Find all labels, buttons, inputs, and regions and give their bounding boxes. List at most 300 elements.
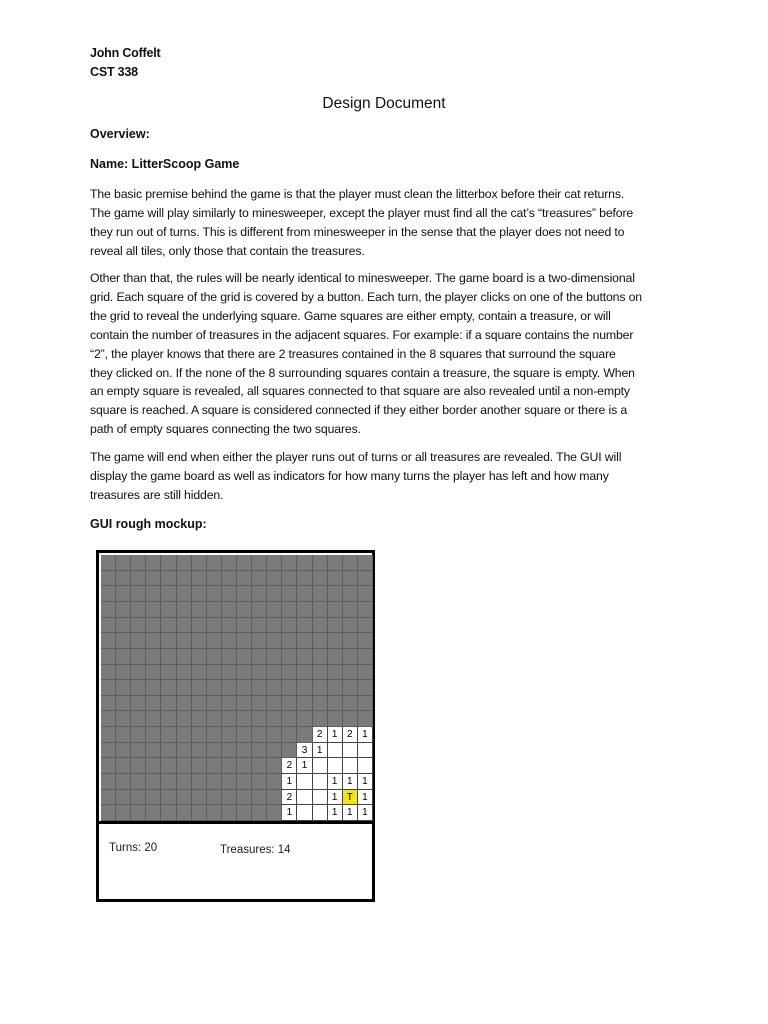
covered-cell-button[interactable]: [192, 602, 207, 618]
covered-cell-button[interactable]: [328, 618, 343, 634]
covered-cell-button[interactable]: [237, 649, 252, 665]
covered-cell-button[interactable]: [328, 696, 343, 712]
covered-cell-button[interactable]: [177, 586, 192, 602]
covered-cell-button[interactable]: [116, 805, 131, 821]
covered-cell-button[interactable]: [101, 665, 116, 681]
covered-cell-button[interactable]: [358, 571, 373, 587]
covered-cell-button[interactable]: [116, 555, 131, 571]
covered-cell-button[interactable]: [146, 618, 161, 634]
covered-cell-button[interactable]: [267, 649, 282, 665]
covered-cell-button[interactable]: [343, 555, 358, 571]
covered-cell-button[interactable]: [222, 602, 237, 618]
covered-cell-button[interactable]: [252, 774, 267, 790]
covered-cell-button[interactable]: [101, 743, 116, 759]
covered-cell-button[interactable]: [358, 633, 373, 649]
covered-cell-button[interactable]: [358, 602, 373, 618]
covered-cell-button[interactable]: [177, 618, 192, 634]
covered-cell-button[interactable]: [222, 758, 237, 774]
covered-cell-button[interactable]: [116, 696, 131, 712]
covered-cell-button[interactable]: [343, 649, 358, 665]
covered-cell-button[interactable]: [131, 571, 146, 587]
covered-cell-button[interactable]: [328, 680, 343, 696]
covered-cell-button[interactable]: [207, 618, 222, 634]
covered-cell-button[interactable]: [161, 571, 176, 587]
covered-cell-button[interactable]: [282, 727, 297, 743]
covered-cell-button[interactable]: [267, 633, 282, 649]
covered-cell-button[interactable]: [207, 758, 222, 774]
covered-cell-button[interactable]: [252, 602, 267, 618]
covered-cell-button[interactable]: [207, 696, 222, 712]
covered-cell-button[interactable]: [101, 790, 116, 806]
revealed-cell: [313, 758, 328, 774]
covered-cell-button[interactable]: [343, 633, 358, 649]
covered-cell-button[interactable]: [161, 711, 176, 727]
covered-cell-button[interactable]: [177, 790, 192, 806]
covered-cell-button[interactable]: [207, 665, 222, 681]
covered-cell-button[interactable]: [101, 680, 116, 696]
covered-cell-button[interactable]: [358, 680, 373, 696]
covered-cell-button[interactable]: [313, 602, 328, 618]
covered-cell-button[interactable]: [131, 727, 146, 743]
covered-cell-button[interactable]: [146, 711, 161, 727]
covered-cell-button[interactable]: [116, 649, 131, 665]
covered-cell-button[interactable]: [237, 665, 252, 681]
covered-cell-button[interactable]: [116, 758, 131, 774]
covered-cell-button[interactable]: [116, 586, 131, 602]
covered-cell-button[interactable]: [161, 790, 176, 806]
covered-cell-button[interactable]: [237, 696, 252, 712]
covered-cell-button[interactable]: [146, 602, 161, 618]
covered-cell-button[interactable]: [146, 774, 161, 790]
covered-cell-button[interactable]: [161, 727, 176, 743]
treasure-cell: T: [343, 790, 358, 806]
covered-cell-button[interactable]: [177, 555, 192, 571]
covered-cell-button[interactable]: [192, 618, 207, 634]
covered-cell-button[interactable]: [131, 711, 146, 727]
covered-cell-button[interactable]: [328, 602, 343, 618]
covered-cell-button[interactable]: [192, 649, 207, 665]
covered-cell-button[interactable]: [282, 586, 297, 602]
covered-cell-button[interactable]: [358, 665, 373, 681]
covered-cell-button[interactable]: [116, 633, 131, 649]
covered-cell-button[interactable]: [252, 586, 267, 602]
covered-cell-button[interactable]: [161, 633, 176, 649]
covered-cell-button[interactable]: [177, 633, 192, 649]
covered-cell-button[interactable]: [358, 555, 373, 571]
covered-cell-button[interactable]: [161, 602, 176, 618]
covered-cell-button[interactable]: [146, 758, 161, 774]
covered-cell-button[interactable]: [192, 727, 207, 743]
covered-cell-button[interactable]: [131, 680, 146, 696]
covered-cell-button[interactable]: [358, 711, 373, 727]
covered-cell-button[interactable]: [282, 602, 297, 618]
covered-cell-button[interactable]: [131, 774, 146, 790]
covered-cell-button[interactable]: [222, 555, 237, 571]
covered-cell-button[interactable]: [297, 571, 312, 587]
covered-cell-button[interactable]: [146, 743, 161, 759]
covered-cell-button[interactable]: [207, 633, 222, 649]
covered-cell-button[interactable]: [222, 571, 237, 587]
revealed-cell: 1: [313, 743, 328, 759]
covered-cell-button[interactable]: [116, 774, 131, 790]
covered-cell-button[interactable]: [101, 727, 116, 743]
covered-cell-button[interactable]: [297, 633, 312, 649]
covered-cell-button[interactable]: [192, 680, 207, 696]
covered-cell-button[interactable]: [267, 586, 282, 602]
covered-cell-button[interactable]: [222, 727, 237, 743]
covered-cell-button[interactable]: [237, 758, 252, 774]
covered-cell-button[interactable]: [192, 665, 207, 681]
covered-cell-button[interactable]: [282, 633, 297, 649]
covered-cell-button[interactable]: [343, 586, 358, 602]
covered-cell-button[interactable]: [313, 555, 328, 571]
covered-cell-button[interactable]: [297, 727, 312, 743]
covered-cell-button[interactable]: [146, 680, 161, 696]
covered-cell-button[interactable]: [146, 555, 161, 571]
covered-cell-button[interactable]: [177, 727, 192, 743]
game-grid: [101, 555, 373, 821]
covered-cell-button[interactable]: [343, 571, 358, 587]
covered-cell-button[interactable]: [267, 696, 282, 712]
covered-cell-button[interactable]: [161, 758, 176, 774]
covered-cell-button[interactable]: [177, 743, 192, 759]
covered-cell-button[interactable]: [343, 711, 358, 727]
revealed-cell: 1: [282, 805, 297, 821]
covered-cell-button[interactable]: [328, 711, 343, 727]
covered-cell-button[interactable]: [222, 743, 237, 759]
covered-cell-button[interactable]: [131, 790, 146, 806]
revealed-cell: [297, 790, 312, 806]
covered-cell-button[interactable]: [161, 805, 176, 821]
covered-cell-button[interactable]: [161, 774, 176, 790]
covered-cell-button[interactable]: [192, 805, 207, 821]
covered-cell-button[interactable]: [222, 649, 237, 665]
revealed-cell: 2: [343, 727, 358, 743]
covered-cell-button[interactable]: [267, 571, 282, 587]
covered-cell-button[interactable]: [282, 711, 297, 727]
revealed-cell: 1: [358, 805, 373, 821]
covered-cell-button[interactable]: [161, 618, 176, 634]
covered-cell-button[interactable]: [313, 711, 328, 727]
covered-cell-button[interactable]: [252, 727, 267, 743]
covered-cell-button[interactable]: [237, 633, 252, 649]
covered-cell-button[interactable]: [313, 618, 328, 634]
covered-cell-button[interactable]: [101, 805, 116, 821]
covered-cell-button[interactable]: [192, 571, 207, 587]
covered-cell-button[interactable]: [252, 571, 267, 587]
covered-cell-button[interactable]: [116, 618, 131, 634]
covered-cell-button[interactable]: [313, 680, 328, 696]
covered-cell-button[interactable]: [282, 680, 297, 696]
covered-cell-button[interactable]: [222, 711, 237, 727]
covered-cell-button[interactable]: [192, 633, 207, 649]
revealed-cell: 1: [358, 727, 373, 743]
covered-cell-button[interactable]: [177, 665, 192, 681]
covered-cell-button[interactable]: [207, 727, 222, 743]
covered-cell-button[interactable]: [237, 571, 252, 587]
covered-cell-button[interactable]: [267, 711, 282, 727]
covered-cell-button[interactable]: [222, 696, 237, 712]
covered-cell-button[interactable]: [101, 618, 116, 634]
covered-cell-button[interactable]: [222, 805, 237, 821]
covered-cell-button[interactable]: [237, 555, 252, 571]
treasures-indicator: Treasures: 14: [220, 844, 291, 856]
covered-cell-button[interactable]: [177, 680, 192, 696]
covered-cell-button[interactable]: [161, 586, 176, 602]
covered-cell-button[interactable]: [101, 774, 116, 790]
covered-cell-button[interactable]: [267, 602, 282, 618]
covered-cell-button[interactable]: [222, 790, 237, 806]
covered-cell-button[interactable]: [207, 571, 222, 587]
covered-cell-button[interactable]: [207, 774, 222, 790]
covered-cell-button[interactable]: [297, 649, 312, 665]
covered-cell-button[interactable]: [313, 571, 328, 587]
covered-cell-button[interactable]: [101, 711, 116, 727]
paragraph-premise: The basic premise behind the game is that the player must clean the litterbox before their cat returns. The game will play similarly to minesweeper, except the player must find all the cat’s “treasures” before they run out of turns. This is different from minesweeper in the sense that the player does not need to reveal all tiles, only those that contain the treasures.: [90, 187, 634, 258]
covered-cell-button[interactable]: [252, 743, 267, 759]
covered-cell-button[interactable]: [252, 696, 267, 712]
covered-cell-button[interactable]: [267, 758, 282, 774]
covered-cell-button[interactable]: [177, 758, 192, 774]
revealed-cell: [343, 758, 358, 774]
covered-cell-button[interactable]: [328, 586, 343, 602]
covered-cell-button[interactable]: [207, 586, 222, 602]
covered-cell-button[interactable]: [313, 696, 328, 712]
covered-cell-button[interactable]: [116, 790, 131, 806]
revealed-cell: 2: [313, 727, 328, 743]
covered-cell-button[interactable]: [177, 696, 192, 712]
covered-cell-button[interactable]: [146, 649, 161, 665]
covered-cell-button[interactable]: [116, 711, 131, 727]
covered-cell-button[interactable]: [282, 743, 297, 759]
covered-cell-button[interactable]: [297, 586, 312, 602]
covered-cell-button[interactable]: [192, 774, 207, 790]
covered-cell-button[interactable]: [267, 555, 282, 571]
covered-cell-button[interactable]: [131, 665, 146, 681]
covered-cell-button[interactable]: [207, 743, 222, 759]
covered-cell-button[interactable]: [161, 555, 176, 571]
covered-cell-button[interactable]: [146, 571, 161, 587]
covered-cell-button[interactable]: [252, 633, 267, 649]
covered-cell-button[interactable]: [297, 665, 312, 681]
covered-cell-button[interactable]: [101, 633, 116, 649]
covered-cell-button[interactable]: [267, 727, 282, 743]
covered-cell-button[interactable]: [267, 774, 282, 790]
covered-cell-button[interactable]: [177, 774, 192, 790]
covered-cell-button[interactable]: [267, 790, 282, 806]
covered-cell-button[interactable]: [252, 665, 267, 681]
covered-cell-button[interactable]: [343, 665, 358, 681]
covered-cell-button[interactable]: [343, 696, 358, 712]
covered-cell-button[interactable]: [207, 805, 222, 821]
revealed-cell: 1: [343, 805, 358, 821]
covered-cell-button[interactable]: [116, 680, 131, 696]
covered-cell-button[interactable]: [313, 665, 328, 681]
covered-cell-button[interactable]: [222, 586, 237, 602]
covered-cell-button[interactable]: [237, 680, 252, 696]
revealed-cell: 1: [358, 774, 373, 790]
covered-cell-button[interactable]: [252, 555, 267, 571]
covered-cell-button[interactable]: [146, 696, 161, 712]
covered-cell-button[interactable]: [252, 711, 267, 727]
covered-cell-button[interactable]: [313, 633, 328, 649]
covered-cell-button[interactable]: [131, 649, 146, 665]
covered-cell-button[interactable]: [131, 758, 146, 774]
covered-cell-button[interactable]: [252, 805, 267, 821]
covered-cell-button[interactable]: [207, 711, 222, 727]
covered-cell-button[interactable]: [131, 555, 146, 571]
covered-cell-button[interactable]: [116, 571, 131, 587]
covered-cell-button[interactable]: [328, 665, 343, 681]
covered-cell-button[interactable]: [192, 758, 207, 774]
covered-cell-button[interactable]: [131, 743, 146, 759]
covered-cell-button[interactable]: [252, 790, 267, 806]
covered-cell-button[interactable]: [131, 633, 146, 649]
covered-cell-button[interactable]: [252, 758, 267, 774]
covered-cell-button[interactable]: [358, 586, 373, 602]
covered-cell-button[interactable]: [252, 649, 267, 665]
paragraph-end-condition: The game will end when either the player runs out of turns or all treasures are revealed. The GUI will display the game board as well as indicators for how many turns the player has left and how many treasures are still hidden.: [90, 450, 622, 502]
covered-cell-button[interactable]: [207, 649, 222, 665]
covered-cell-button[interactable]: [207, 555, 222, 571]
covered-cell-button[interactable]: [237, 774, 252, 790]
covered-cell-button[interactable]: [267, 665, 282, 681]
covered-cell-button[interactable]: [267, 680, 282, 696]
covered-cell-button[interactable]: [192, 586, 207, 602]
covered-cell-button[interactable]: [116, 602, 131, 618]
covered-cell-button[interactable]: [222, 633, 237, 649]
covered-cell-button[interactable]: [328, 649, 343, 665]
covered-cell-button[interactable]: [282, 571, 297, 587]
covered-cell-button[interactable]: [101, 586, 116, 602]
covered-cell-button[interactable]: [177, 805, 192, 821]
covered-cell-button[interactable]: [237, 727, 252, 743]
revealed-cell: 3: [297, 743, 312, 759]
covered-cell-button[interactable]: [313, 649, 328, 665]
covered-cell-button[interactable]: [297, 680, 312, 696]
covered-cell-button[interactable]: [328, 633, 343, 649]
covered-cell-button[interactable]: [297, 555, 312, 571]
covered-cell-button[interactable]: [146, 586, 161, 602]
covered-cell-button[interactable]: [192, 743, 207, 759]
covered-cell-button[interactable]: [116, 727, 131, 743]
covered-cell-button[interactable]: [192, 711, 207, 727]
covered-cell-button[interactable]: [252, 680, 267, 696]
mockup-heading: GUI rough mockup:: [90, 517, 207, 531]
covered-cell-button[interactable]: [192, 790, 207, 806]
covered-cell-button[interactable]: [116, 665, 131, 681]
covered-cell-button[interactable]: [237, 711, 252, 727]
covered-cell-button[interactable]: [267, 805, 282, 821]
covered-cell-button[interactable]: [177, 649, 192, 665]
covered-cell-button[interactable]: [161, 696, 176, 712]
covered-cell-button[interactable]: [282, 618, 297, 634]
covered-cell-button[interactable]: [101, 555, 116, 571]
covered-cell-button[interactable]: [207, 602, 222, 618]
covered-cell-button[interactable]: [101, 649, 116, 665]
covered-cell-button[interactable]: [328, 555, 343, 571]
turns-indicator: Turns: 20: [109, 842, 158, 854]
covered-cell-button[interactable]: [343, 618, 358, 634]
revealed-cell: [358, 743, 373, 759]
covered-cell-button[interactable]: [282, 555, 297, 571]
covered-cell-button[interactable]: [297, 602, 312, 618]
covered-cell-button[interactable]: [313, 586, 328, 602]
covered-cell-button[interactable]: [343, 680, 358, 696]
covered-cell-button[interactable]: [101, 571, 116, 587]
covered-cell-button[interactable]: [131, 696, 146, 712]
revealed-cell: [343, 743, 358, 759]
covered-cell-button[interactable]: [282, 696, 297, 712]
covered-cell-button[interactable]: [116, 743, 131, 759]
covered-cell-button[interactable]: [282, 665, 297, 681]
revealed-cell: 2: [282, 790, 297, 806]
covered-cell-button[interactable]: [101, 758, 116, 774]
covered-cell-button[interactable]: [101, 696, 116, 712]
covered-cell-button[interactable]: [237, 790, 252, 806]
covered-cell-button[interactable]: [101, 602, 116, 618]
covered-cell-button[interactable]: [297, 711, 312, 727]
covered-cell-button[interactable]: [252, 618, 267, 634]
covered-cell-button[interactable]: [343, 602, 358, 618]
covered-cell-button[interactable]: [131, 586, 146, 602]
covered-cell-button[interactable]: [131, 602, 146, 618]
covered-cell-button[interactable]: [222, 618, 237, 634]
covered-cell-button[interactable]: [328, 571, 343, 587]
covered-cell-button[interactable]: [237, 805, 252, 821]
covered-cell-button[interactable]: [237, 743, 252, 759]
covered-cell-button[interactable]: [177, 711, 192, 727]
gui-mockup: [96, 550, 375, 902]
covered-cell-button[interactable]: [146, 790, 161, 806]
covered-cell-button[interactable]: [207, 790, 222, 806]
revealed-cell: [358, 758, 373, 774]
covered-cell-button[interactable]: [192, 555, 207, 571]
covered-cell-button[interactable]: [192, 696, 207, 712]
covered-cell-button[interactable]: [146, 665, 161, 681]
covered-cell-button[interactable]: [222, 665, 237, 681]
covered-cell-button[interactable]: [267, 618, 282, 634]
covered-cell-button[interactable]: [237, 602, 252, 618]
covered-cell-button[interactable]: [222, 774, 237, 790]
covered-cell-button[interactable]: [207, 680, 222, 696]
covered-cell-button[interactable]: [358, 696, 373, 712]
covered-cell-button[interactable]: [177, 602, 192, 618]
covered-cell-button[interactable]: [177, 571, 192, 587]
author-name: John Coffelt: [90, 46, 161, 60]
covered-cell-button[interactable]: [222, 680, 237, 696]
covered-cell-button[interactable]: [146, 805, 161, 821]
covered-cell-button[interactable]: [161, 649, 176, 665]
covered-cell-button[interactable]: [146, 633, 161, 649]
covered-cell-button[interactable]: [131, 805, 146, 821]
covered-cell-button[interactable]: [161, 665, 176, 681]
covered-cell-button[interactable]: [237, 618, 252, 634]
covered-cell-button[interactable]: [297, 618, 312, 634]
covered-cell-button[interactable]: [161, 743, 176, 759]
covered-cell-button[interactable]: [237, 586, 252, 602]
covered-cell-button[interactable]: [131, 618, 146, 634]
covered-cell-button[interactable]: [161, 680, 176, 696]
covered-cell-button[interactable]: [358, 649, 373, 665]
covered-cell-button[interactable]: [297, 696, 312, 712]
revealed-cell: 1: [297, 758, 312, 774]
covered-cell-button[interactable]: [267, 743, 282, 759]
covered-cell-button[interactable]: [146, 727, 161, 743]
covered-cell-button[interactable]: [358, 618, 373, 634]
revealed-cell: 1: [328, 774, 343, 790]
covered-cell-button[interactable]: [282, 649, 297, 665]
